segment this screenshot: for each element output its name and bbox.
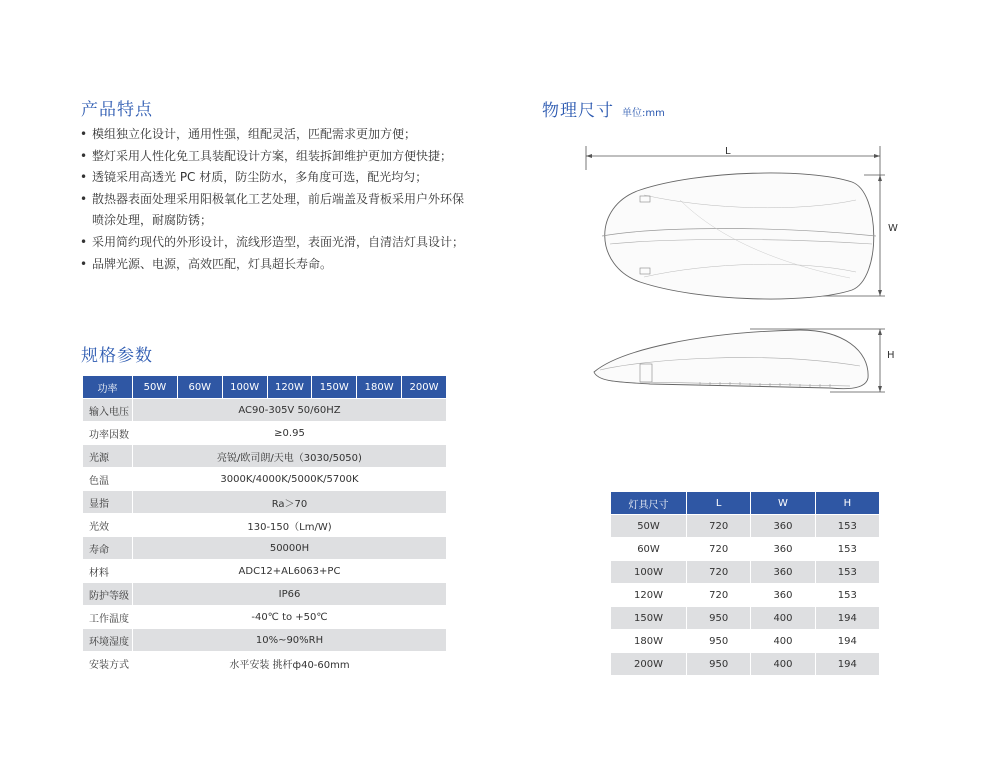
lamp-side-view-drawing bbox=[580, 320, 900, 400]
dimension-header-cell: H bbox=[815, 492, 879, 515]
dimension-cell: 194 bbox=[815, 653, 879, 676]
spec-table bbox=[82, 375, 447, 675]
dimension-cell: 360 bbox=[751, 538, 815, 561]
feature-item: • 整灯采用人性化免工具装配设计方案，组装拆卸维护更加方便快捷； bbox=[80, 146, 470, 168]
feature-item: • 采用简约现代的外形设计，流线形造型，表面光滑，自清洁灯具设计； bbox=[80, 232, 470, 254]
dimension-cell: 50W bbox=[611, 515, 687, 538]
feature-item: • 透镜采用高透光 PC 材质，防尘防水，多角度可选，配光均匀； bbox=[80, 167, 470, 189]
dimension-cell: 194 bbox=[815, 607, 879, 630]
spec-row bbox=[83, 560, 447, 583]
dimension-cell: 120W bbox=[611, 584, 687, 607]
dimension-header-cell: 灯具尺寸 bbox=[611, 492, 687, 515]
spec-value: ≥0.95 bbox=[133, 422, 447, 445]
spec-header-cell: 180W bbox=[357, 376, 402, 399]
dimension-cell: 400 bbox=[751, 607, 815, 630]
physical-title-text: 物理尺寸 bbox=[542, 101, 614, 121]
spec-value: 10%~90%RH bbox=[133, 629, 447, 652]
dimension-cell: 153 bbox=[815, 538, 879, 561]
dimension-cell: 950 bbox=[687, 607, 751, 630]
spec-row bbox=[83, 422, 447, 445]
dimension-cell: 720 bbox=[687, 538, 751, 561]
spec-row bbox=[83, 445, 447, 468]
spec-header-row bbox=[83, 376, 447, 399]
spec-header-cell: 200W bbox=[402, 376, 447, 399]
feature-list bbox=[80, 124, 470, 275]
spec-value: AC90-305V 50/60HZ bbox=[133, 399, 447, 422]
dimension-row bbox=[611, 607, 880, 630]
dimension-cell: 194 bbox=[815, 630, 879, 653]
spec-value: ADC12+AL6063+PC bbox=[133, 560, 447, 583]
spec-value: 130-150（Lm/W) bbox=[133, 514, 447, 537]
dimension-cell: 60W bbox=[611, 538, 687, 561]
dimension-row bbox=[611, 515, 880, 538]
unit-label: 单位:mm bbox=[622, 108, 665, 119]
dimension-cell: 153 bbox=[815, 561, 879, 584]
dimension-cell: 400 bbox=[751, 630, 815, 653]
spec-row bbox=[83, 606, 447, 629]
spec-row bbox=[83, 468, 447, 491]
dimension-cell: 950 bbox=[687, 630, 751, 653]
dimension-header-row bbox=[611, 492, 880, 515]
dimension-header-cell: W bbox=[751, 492, 815, 515]
spec-row bbox=[83, 491, 447, 514]
dimension-row bbox=[611, 653, 880, 676]
dimension-cell: 100W bbox=[611, 561, 687, 584]
spec-header-cell: 功率 bbox=[83, 376, 133, 399]
spec-label: 功率因数 bbox=[83, 422, 133, 445]
spec-value: IP66 bbox=[133, 583, 447, 606]
physical-title bbox=[542, 96, 665, 121]
dimension-row bbox=[611, 584, 880, 607]
spec-label: 显指 bbox=[83, 491, 133, 514]
spec-value: 50000H bbox=[133, 537, 447, 560]
dimension-cell: 360 bbox=[751, 561, 815, 584]
spec-value: 水平安装 挑杆ф40-60mm bbox=[133, 652, 447, 675]
lamp-top-view-drawing bbox=[580, 140, 900, 310]
dimension-cell: 153 bbox=[815, 584, 879, 607]
dimension-cell: 150W bbox=[611, 607, 687, 630]
dimension-row bbox=[611, 538, 880, 561]
dimension-cell: 720 bbox=[687, 561, 751, 584]
feature-item: • 品牌光源、电源，高效匹配，灯具超长寿命。 bbox=[80, 254, 470, 276]
dimension-cell: 180W bbox=[611, 630, 687, 653]
spec-label: 环境湿度 bbox=[83, 629, 133, 652]
dimension-cell: 400 bbox=[751, 653, 815, 676]
spec-row bbox=[83, 399, 447, 422]
dimension-cell: 720 bbox=[687, 515, 751, 538]
spec-header-cell: 150W bbox=[312, 376, 357, 399]
spec-value: 3000K/4000K/5000K/5700K bbox=[133, 468, 447, 491]
spec-value: Ra＞70 bbox=[133, 491, 447, 514]
spec-label: 工作温度 bbox=[83, 606, 133, 629]
spec-value: -40℃ to +50℃ bbox=[133, 606, 447, 629]
spec-label: 输入电压 bbox=[83, 399, 133, 422]
spec-row bbox=[83, 537, 447, 560]
spec-label: 寿命 bbox=[83, 537, 133, 560]
dimension-cell: 360 bbox=[751, 584, 815, 607]
dim-label-L: L bbox=[725, 146, 731, 157]
dimension-row bbox=[611, 561, 880, 584]
spec-header-cell: 120W bbox=[267, 376, 312, 399]
features-title: 产品特点 bbox=[81, 100, 153, 120]
dimension-cell: 950 bbox=[687, 653, 751, 676]
dimension-row bbox=[611, 630, 880, 653]
dimension-cell: 200W bbox=[611, 653, 687, 676]
spec-label: 材料 bbox=[83, 560, 133, 583]
spec-header-cell: 100W bbox=[222, 376, 267, 399]
spec-header-cell: 50W bbox=[133, 376, 178, 399]
spec-row bbox=[83, 652, 447, 675]
dim-label-H: H bbox=[887, 350, 895, 361]
dimension-cell: 720 bbox=[687, 584, 751, 607]
spec-row bbox=[83, 629, 447, 652]
dim-label-W: W bbox=[888, 223, 898, 234]
spec-header-cell: 60W bbox=[177, 376, 222, 399]
dimension-table bbox=[610, 491, 880, 676]
spec-row bbox=[83, 514, 447, 537]
dimension-cell: 153 bbox=[815, 515, 879, 538]
feature-item: • 模组独立化设计，通用性强，组配灵活，匹配需求更加方便； bbox=[80, 124, 470, 146]
dimension-header-cell: L bbox=[687, 492, 751, 515]
spec-row bbox=[83, 583, 447, 606]
feature-item: • 散热器表面处理采用阳极氧化工艺处理，前后端盖及背板采用户外环保喷涂处理，耐腐防锈； bbox=[80, 189, 470, 232]
spec-label: 安装方式 bbox=[83, 652, 133, 675]
spec-title: 规格参数 bbox=[81, 346, 153, 366]
spec-label: 光源 bbox=[83, 445, 133, 468]
spec-label: 防护等级 bbox=[83, 583, 133, 606]
spec-label: 色温 bbox=[83, 468, 133, 491]
dimension-cell: 360 bbox=[751, 515, 815, 538]
spec-label: 光效 bbox=[83, 514, 133, 537]
spec-value: 亮锐/欧司朗/天电（3030/5050) bbox=[133, 445, 447, 468]
